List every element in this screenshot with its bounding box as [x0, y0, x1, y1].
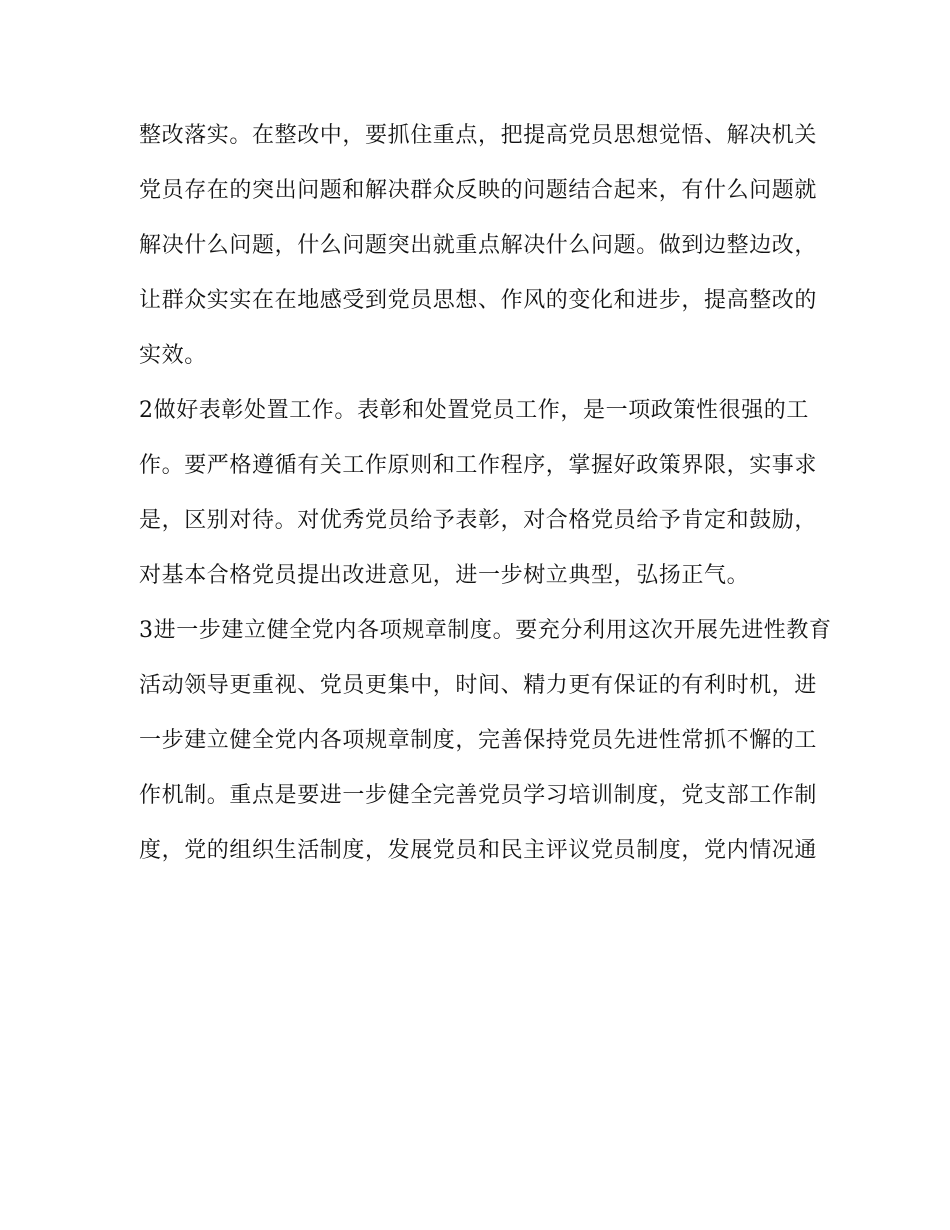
text-line: 实效。 — [139, 343, 207, 368]
text-line: 活动领导更重视、党员更集中，时间、精力更有保证的有利时机，进 — [139, 673, 818, 698]
text-line: 2做好表彰处置工作。表彰和处置党员工作，是一项政策性很强的工 — [139, 398, 809, 423]
text-line: 整改落实。在整改中，要抓住重点，把提高党员思想觉悟、解决机关 — [139, 123, 818, 148]
text-line: 作机制。重点是要进一步健全完善党员学习培训制度，党支部工作制 — [139, 783, 818, 808]
text-line: 对基本合格党员提出改进意见，进一步树立典型，弘扬正气。 — [139, 563, 750, 588]
text-line: 一步建立健全党内各项规章制度，完善保持党员先进性常抓不懈的工 — [139, 728, 818, 753]
text-line: 作。要严格遵循有关工作原则和工作程序，掌握好政策界限，实事求 — [139, 453, 818, 478]
text-line: 是，区别对待。对优秀党员给予表彰，对合格党员给予肯定和鼓励， — [139, 508, 818, 533]
text-line: 度，党的组织生活制度，发展党员和民主评议党员制度，党内情况通 — [139, 838, 818, 863]
text-line: 解决什么问题，什么问题突出就重点解决什么问题。做到边整边改， — [139, 233, 818, 258]
text-line: 让群众实实在在地感受到党员思想、作风的变化和进步，提高整改的 — [139, 288, 818, 313]
text-line: 党员存在的突出问题和解决群众反映的问题结合起来，有什么问题就 — [139, 178, 818, 203]
text-line: 3进一步建立健全党内各项规章制度。要充分利用这次开展先进性教育 — [139, 618, 832, 643]
body-text — [139, 121, 832, 891]
